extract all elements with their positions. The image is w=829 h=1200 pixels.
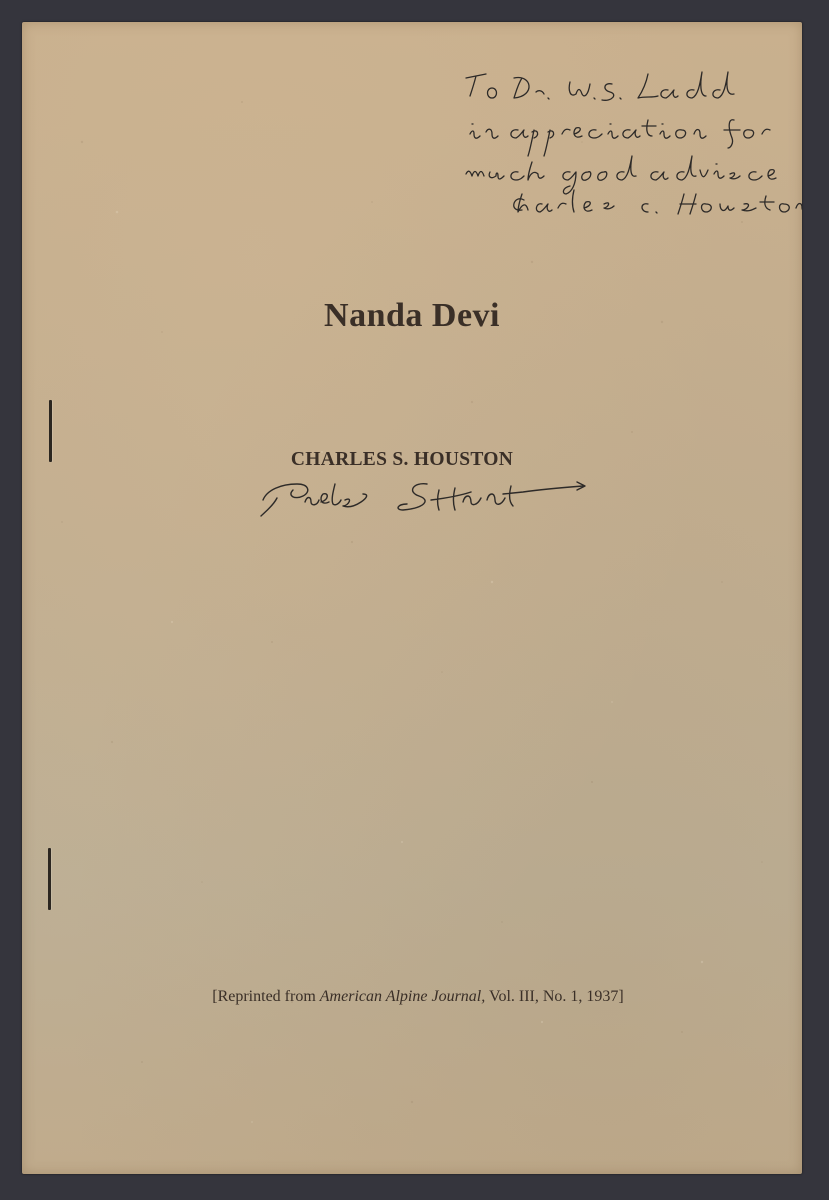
booklet-title: Nanda Devi <box>324 297 500 334</box>
reprint-prefix: [Reprinted from <box>212 988 320 1005</box>
handwritten-signature <box>257 462 587 522</box>
reprint-note <box>22 988 802 1006</box>
booklet-author: CHARLES S. HOUSTON <box>290 449 514 470</box>
handwritten-inscription <box>452 44 802 224</box>
staple-bottom <box>48 848 51 910</box>
reprint-suffix: Vol. III, No. 1, 1937] <box>485 988 624 1005</box>
reprint-journal: American Alpine Journal, <box>319 988 486 1005</box>
booklet-cover <box>22 22 802 1174</box>
